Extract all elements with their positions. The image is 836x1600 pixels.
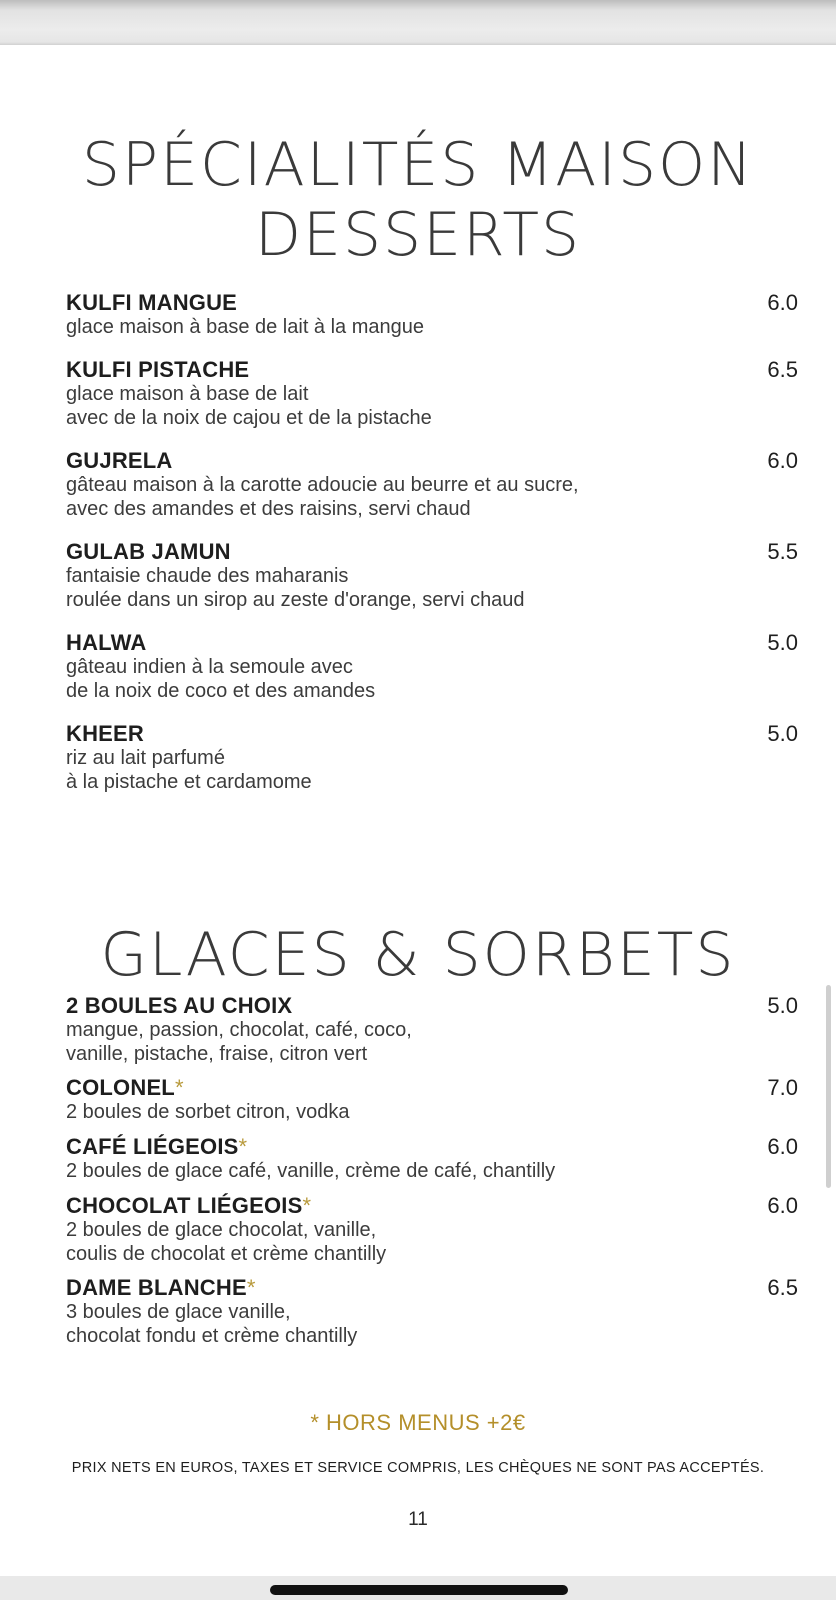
item-desc-line: glace maison à base de lait à la mangue — [66, 316, 425, 338]
item-desc-line: mangue, passion, chocolat, café, coco, — [66, 1019, 412, 1041]
item-name: HALWA — [66, 630, 147, 655]
item-desc-line: roulée dans un sirop au zeste d'orange, servi chaud — [66, 589, 525, 611]
item-price: 6.0 — [767, 290, 798, 315]
menu-item-halwa — [66, 630, 798, 703]
hors-menu-star: * — [174, 1075, 184, 1100]
item-desc-line: avec des amandes et des raisins, servi chaud — [66, 498, 471, 520]
hors-menu-star: * — [238, 1134, 248, 1159]
menu-item-kulfi-pistache — [66, 357, 798, 430]
item-price: 6.5 — [767, 357, 798, 382]
item-desc-line: fantaisie chaude des maharanis — [66, 565, 349, 587]
item-price: 7.0 — [767, 1075, 798, 1100]
menu-item-cafe-liegeois — [66, 1134, 798, 1183]
menu-item-colonel — [66, 1075, 798, 1124]
item-name: KULFI PISTACHE — [66, 357, 250, 382]
item-name — [66, 1075, 184, 1100]
section-title-line: DESSERTS — [254, 200, 582, 270]
menu-item-dame-blanche — [66, 1275, 798, 1348]
item-desc-line: chocolat fondu et crème chantilly — [66, 1325, 358, 1347]
item-price: 6.0 — [767, 448, 798, 473]
section-title-line: GLACES & SORBETS — [100, 920, 736, 990]
item-name: GULAB JAMUN — [66, 539, 231, 564]
item-name — [66, 1275, 256, 1300]
item-desc-line: de la noix de coco et des amandes — [66, 680, 376, 702]
item-name: 2 BOULES AU CHOIX — [66, 993, 293, 1018]
vertical-scrollbar[interactable] — [826, 985, 831, 1188]
legal-notice: PRIX NETS EN EUROS, TAXES ET SERVICE COMPRIS, LES CHÈQUES NE SONT PAS ACCEPTÉS. — [71, 1460, 765, 1476]
section-title-specialites — [0, 130, 836, 270]
item-desc-line: 3 boules de glace vanille, — [66, 1301, 291, 1323]
menu-item-chocolat-liegeois — [66, 1193, 798, 1266]
item-desc-line: coulis de chocolat et crème chantilly — [66, 1243, 387, 1265]
hors-menu-star: * — [302, 1193, 312, 1218]
item-name-text: COLONEL — [66, 1075, 175, 1100]
hors-menu-note: * HORS MENUS +2€ — [310, 1410, 526, 1435]
item-desc-line: 2 boules de glace café, vanille, crème de café, chantilly — [66, 1160, 556, 1182]
menu-item-gulab-jamun — [66, 539, 798, 612]
item-name-text: CHOCOLAT LIÉGEOIS — [66, 1193, 303, 1218]
item-price: 5.0 — [767, 993, 798, 1018]
item-name — [66, 1193, 311, 1218]
item-desc-line: 2 boules de glace chocolat, vanille, — [66, 1219, 377, 1241]
item-name-text: DAME BLANCHE — [66, 1275, 247, 1300]
item-desc-line: vanille, pistache, fraise, citron vert — [66, 1043, 368, 1065]
item-price: 6.0 — [767, 1134, 798, 1159]
menu-item-kheer — [66, 721, 798, 794]
item-name: KHEER — [66, 721, 145, 746]
section-title-glaces — [0, 920, 836, 990]
item-name-text: CAFÉ LIÉGEOIS — [66, 1134, 239, 1159]
menu-page[interactable] — [0, 45, 836, 1576]
item-desc-line: gâteau maison à la carotte adoucie au beurre et au sucre, — [66, 474, 579, 496]
item-desc-line: 2 boules de sorbet citron, vodka — [66, 1101, 350, 1123]
item-desc-line: glace maison à base de lait — [66, 383, 309, 405]
home-indicator[interactable] — [270, 1585, 568, 1595]
page-number: 11 — [408, 1509, 428, 1530]
menu-item-2-boules — [66, 993, 798, 1066]
item-price: 5.0 — [767, 721, 798, 746]
item-name — [66, 1134, 247, 1159]
menu-item-gujrela — [66, 448, 798, 521]
item-desc-line: riz au lait parfumé — [66, 747, 225, 769]
item-desc-line: avec de la noix de cajou et de la pistache — [66, 407, 432, 429]
item-name: KULFI MANGUE — [66, 290, 238, 315]
item-desc-line: gâteau indien à la semoule avec — [66, 656, 353, 678]
hors-menu-star: * — [246, 1275, 256, 1300]
item-price: 5.5 — [767, 539, 798, 564]
item-name: GUJRELA — [66, 448, 173, 473]
item-price: 5.0 — [767, 630, 798, 655]
item-price: 6.0 — [767, 1193, 798, 1218]
item-desc-line: à la pistache et cardamome — [66, 771, 312, 793]
section-title-line: SPÉCIALITÉS MAISON — [81, 130, 755, 200]
menu-item-kulfi-mangue — [66, 290, 798, 339]
browser-top-bar — [0, 0, 836, 45]
item-price: 6.5 — [767, 1275, 798, 1300]
